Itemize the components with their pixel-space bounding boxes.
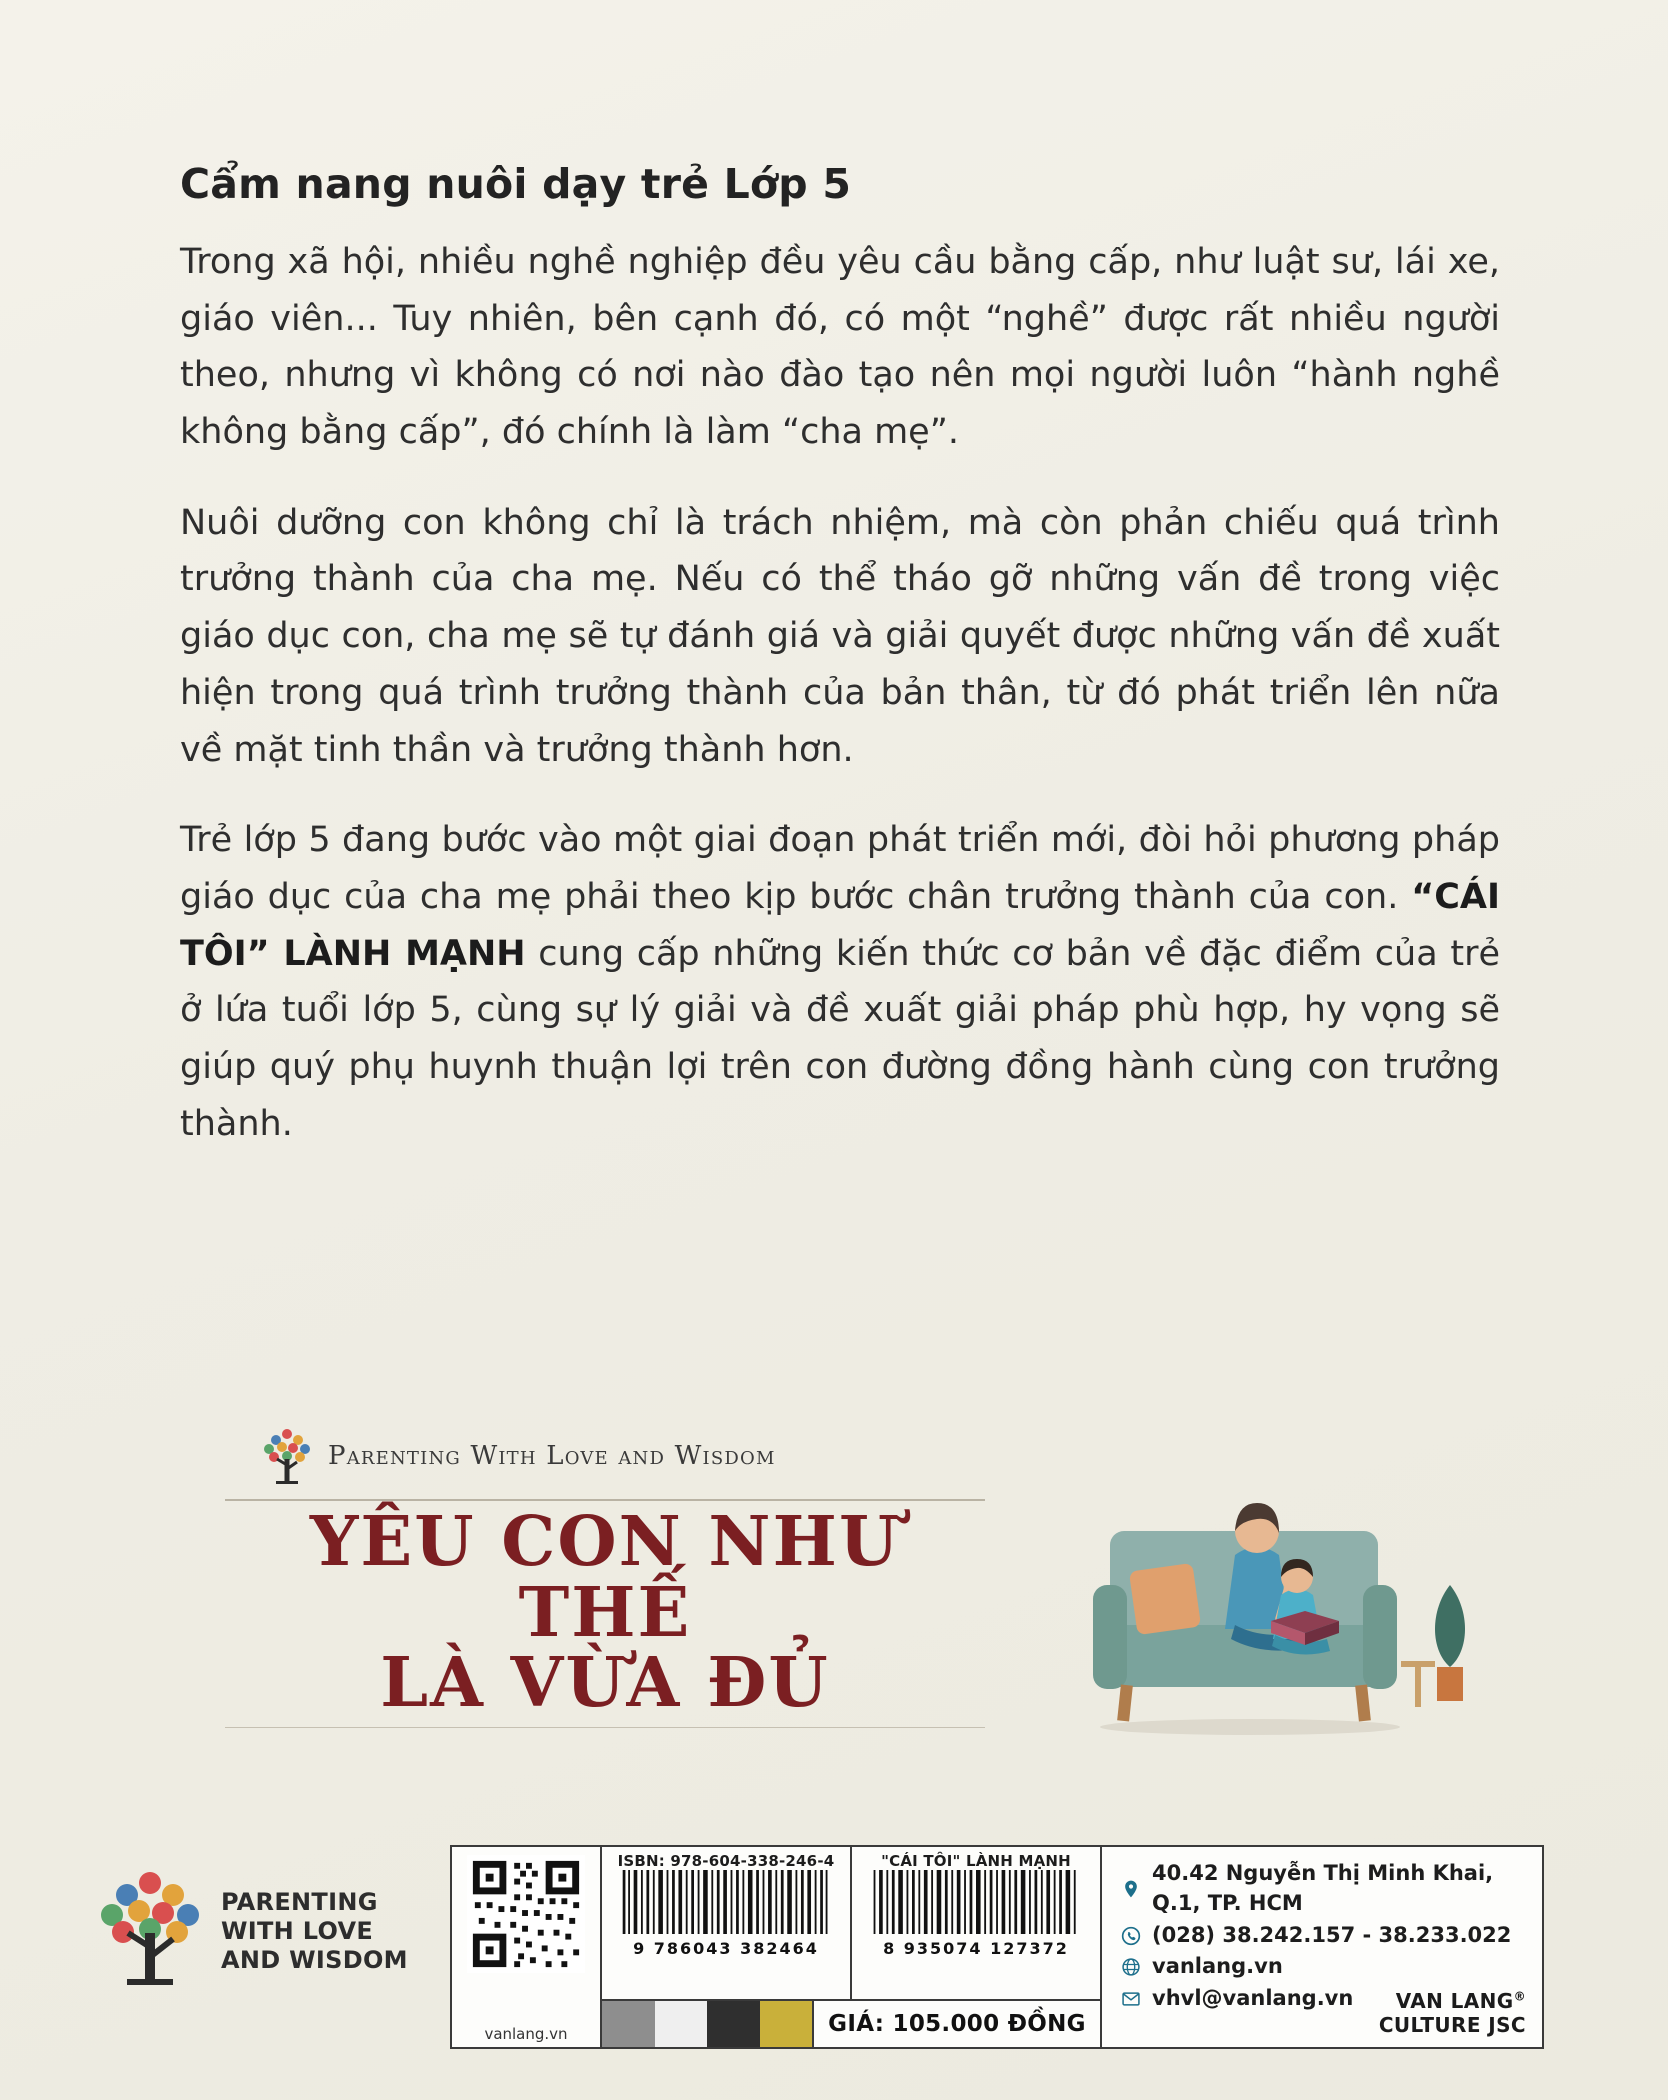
isbn-label: ISBN: 978-604-338-246-4 [617,1852,835,1870]
price-row [602,1999,1100,2047]
mother-and-child-illustration [1085,1435,1505,1745]
company-line2: CULTURE JSC [1378,2013,1526,2037]
publisher-logo-text [221,1888,408,1976]
tree-logo-large-icon [95,1867,205,1996]
envelope-icon [1120,1988,1142,2010]
qr-caption: vanlang.vn [484,2025,568,2043]
series-title-line1: YÊU CON NHƯ THẾ [309,1502,901,1653]
isbn-info-box [450,1845,1544,2049]
blurb-p3-part1: Trẻ lớp 5 đang bước vào một giai đoạn phát triển mới, đòi hỏi phương pháp giáo dục của cha mẹ phải theo kịp bước chân trưởng thành của con. [180,820,1500,917]
publisher-logo-line3: AND WISDOM [221,1946,408,1975]
divider-top [225,1499,985,1501]
blurb-paragraph-2: Nuôi dưỡng con không chỉ là trách nhiệm, mà còn phản chiếu quá trình trưởng thành của cha mẹ. Nếu có thể tháo gỡ những vấn đề trong việc giáo dục con, cha mẹ sẽ tự đánh giá và giải quyết được những vấn đề xuất hiện trong quá trình trưởng thành của bản thân, từ đó phát triển lên nữa về mặt tinh thần và trưởng thành hơn. [180,502,1500,770]
barcodes-cell [602,1847,1102,2047]
contact-cell [1102,1847,1542,2047]
swatch-yellow [760,2001,813,2047]
blurb-paragraph-3 [180,812,1500,1152]
page-title: Cẩm nang nuôi dạy trẻ Lớp 5 [180,160,852,208]
contact-website-row [1120,1952,1526,1982]
color-swatches [602,2001,812,2047]
ean-digits: 8 935074 127372 [883,1939,1069,1958]
series-brand-block [225,1425,985,1734]
swatch-black [707,2001,760,2047]
ean-barcode-icon [863,1870,1089,1938]
swatch-white [655,2001,708,2047]
qr-code-cell [452,1847,602,2047]
contact-phone[interactable]: (028) 38.242.157 - 38.233.022 [1152,1922,1512,1947]
book-short-title: "CÁI TÔI" LÀNH MẠNH [881,1852,1071,1870]
blurb-p3-part2: cung cấp những kiến thức cơ bản về đặc điểm của trẻ ở lứa tuổi lớp 5, cùng sự lý giải và đề xuất giải pháp phù hợp, hy vọng sẽ giúp quý phụ huynh thuận lợi trên con đường đồng hành cùng con trưởng thành. [180,933,1500,1144]
publisher-logo-line2: WITH LOVE [221,1916,374,1945]
plant [1435,1585,1465,1701]
publisher-logo-line1: PARENTING [221,1887,378,1916]
series-title [225,1502,985,1724]
isbn-barcode-block [602,1847,850,1999]
price-label: GIÁ: 105.000 ĐỒNG [812,2001,1100,2047]
barcodes-row [602,1847,1100,1999]
registered-trademark-icon: ® [1513,1989,1526,2004]
company-mark [1379,1989,1526,2037]
isbn-digits: 9 786043 382464 [633,1939,819,1958]
tree-logo-icon [260,1425,314,1487]
contact-address: 40.42 Nguyễn Thị Minh Khai, Q.1, TP. HCM [1152,1861,1494,1915]
divider-bottom [225,1727,985,1728]
swatch-gray [602,2001,655,2047]
contact-email[interactable]: vhvl@vanlang.vn [1152,1986,1354,2011]
company-line1: VAN LANG [1395,1989,1514,2013]
publisher-logo [95,1867,408,1996]
qr-code-icon[interactable] [467,1855,585,1977]
ean-barcode-block [850,1847,1100,1999]
series-tagline-row [225,1425,985,1487]
blurb-p3-highlight: “CÁI TÔI” LÀNH MẠNH [180,876,1500,974]
footer-bar [0,1845,1668,2100]
blurb-paragraph-1: Trong xã hội, nhiều nghề nghiệp đều yêu cầu bằng cấp, như luật sư, lái xe, giáo viên... Tuy nhiên, bên cạnh đó, có một “nghề” được rất nhiều người theo, nhưng vì không có nơi nào đào tạo nên mọi người luôn “hành nghề không bằng cấp”, đó chính là làm “cha mẹ”. [180,242,1500,453]
globe-icon [1120,1956,1142,1978]
series-title-line2: LÀ VỪA ĐỦ [380,1643,830,1724]
contact-address-row [1120,1859,1526,1919]
location-pin-icon [1120,1878,1142,1900]
contact-website[interactable]: vanlang.vn [1152,1954,1283,1979]
contact-phone-row [1120,1921,1526,1951]
blurb-section [180,160,1500,1152]
phone-icon [1120,1925,1142,1947]
series-tagline: Parenting With Love and Wisdom [328,1441,776,1471]
isbn-barcode-icon [613,1870,839,1938]
